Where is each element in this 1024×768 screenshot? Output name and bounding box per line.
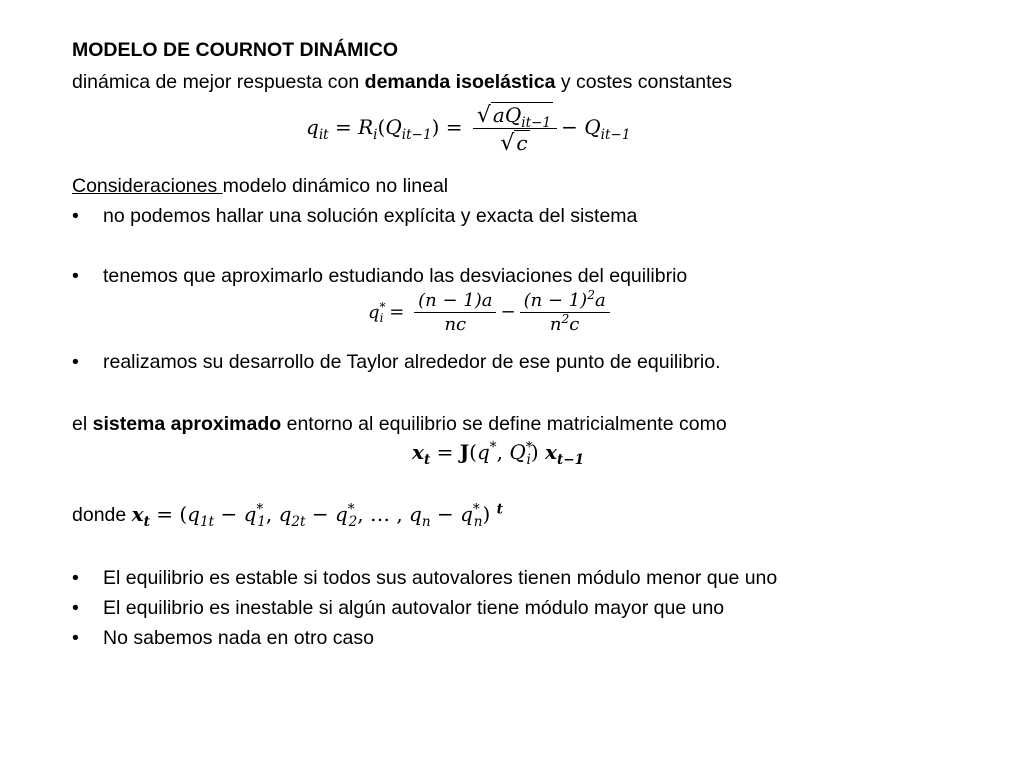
best-response-equation: $q_{it} = R_i(Q_{it-1})$ = √ $aQ_{it-1}$ √ c − $Q_{it-1}$ bbox=[306, 103, 631, 156]
eq2-fraction-2: $\frac{(n - 1)^2a}{n^2c}$ bbox=[520, 290, 610, 335]
considerations-label: Consideraciones bbox=[72, 175, 223, 197]
eq1-lhs: $q_{it}$ bbox=[306, 115, 329, 143]
subtitle-pre: dinámica de mejor respuesta con bbox=[72, 71, 365, 93]
subtitle-bold: demanda isoelástica bbox=[364, 71, 556, 93]
deviation-vector: $x_t = (q_{1t} - q^*_1$, $q_{2t} - q^*_2$, … , $q_n - q^*_n$) $^t$ bbox=[131, 501, 503, 530]
eq1-fraction: √ $aQ_{it-1}$ √ c bbox=[473, 102, 557, 155]
subtitle-line bbox=[72, 70, 732, 94]
slide-title: MODELO DE COURNOT DINÁMICO bbox=[72, 39, 399, 61]
equilibrium-equation: $q^*_i$ = $\frac{(n - 1)a}{nc}$ − $\frac{(n - 1)^2a}{n^2c}$ bbox=[368, 290, 614, 335]
considerations-line bbox=[72, 174, 448, 198]
eq1-tail: − $Q_{it-1}$ bbox=[561, 115, 631, 143]
slide: MODELO DE COURNOT DINÁMICO dinámica de mejor respuesta con demanda isoelástica y costes constantes $q_{it} = R_i(Q_{it-1})$ = √ $aQ_{it-1}$ √ c − $Q_{it-1}$ Consideraciones modelo dinámico no lineal • no podemos hallar una solución explícita y exacta del sistema • tenemos que aproximarlo estudiando las desviaciones del equilibrio $q^*_i$ = $\frac{(n - 1)a}{nc}$ − $\frac{(n - 1)^2a}{n^2c}$ • realizamos su desarrollo de Taylor alrededor de ese punto de equilibrio. el sistema aproximado entorno al equilibrio se define matricialmente como $x_t = J(q^*$, $Q^*_i$) $x_{t-1}$ donde $x_t = (q_{1t} - q^*_1$, $q_{2t} - q^*_2$, … , $q_n - q^*_n$) $^t$ • El equilibrio es estable si todos sus autovalores tienen módulo menor que uno • El equilibrio es inestable si algún autovalor tiene módulo mayor que uno • No sabemos nada en otro caso bbox=[72, 39, 778, 649]
system-bold: sistema aproximado bbox=[92, 413, 282, 435]
system-line: el sistema aproximado entorno al equilibrio se define matricialmente como bbox=[72, 413, 727, 435]
eq1-arg: $(Q_{it-1})$ bbox=[377, 115, 440, 143]
jacobian-symbol: J bbox=[459, 440, 470, 464]
eq1-r: $R_i$ bbox=[358, 115, 378, 143]
subtitle-post: y costes constantes bbox=[555, 71, 733, 93]
donde-line: donde $x_t = (q_{1t} - q^*_1$, $q_{2t} - q^*_2$, … , $q_n - q^*_n$) $^t$ bbox=[72, 501, 503, 530]
approximate-system-equation: $x_t = J(q^*$, $Q^*_i$) $x_{t-1}$ bbox=[412, 439, 585, 468]
eq2-fraction-1: $\frac{(n - 1)a}{nc}$ bbox=[414, 290, 496, 335]
considerations-text: modelo dinámico no lineal bbox=[222, 175, 449, 197]
eq2-lhs: $q^*_i$ bbox=[368, 299, 386, 326]
